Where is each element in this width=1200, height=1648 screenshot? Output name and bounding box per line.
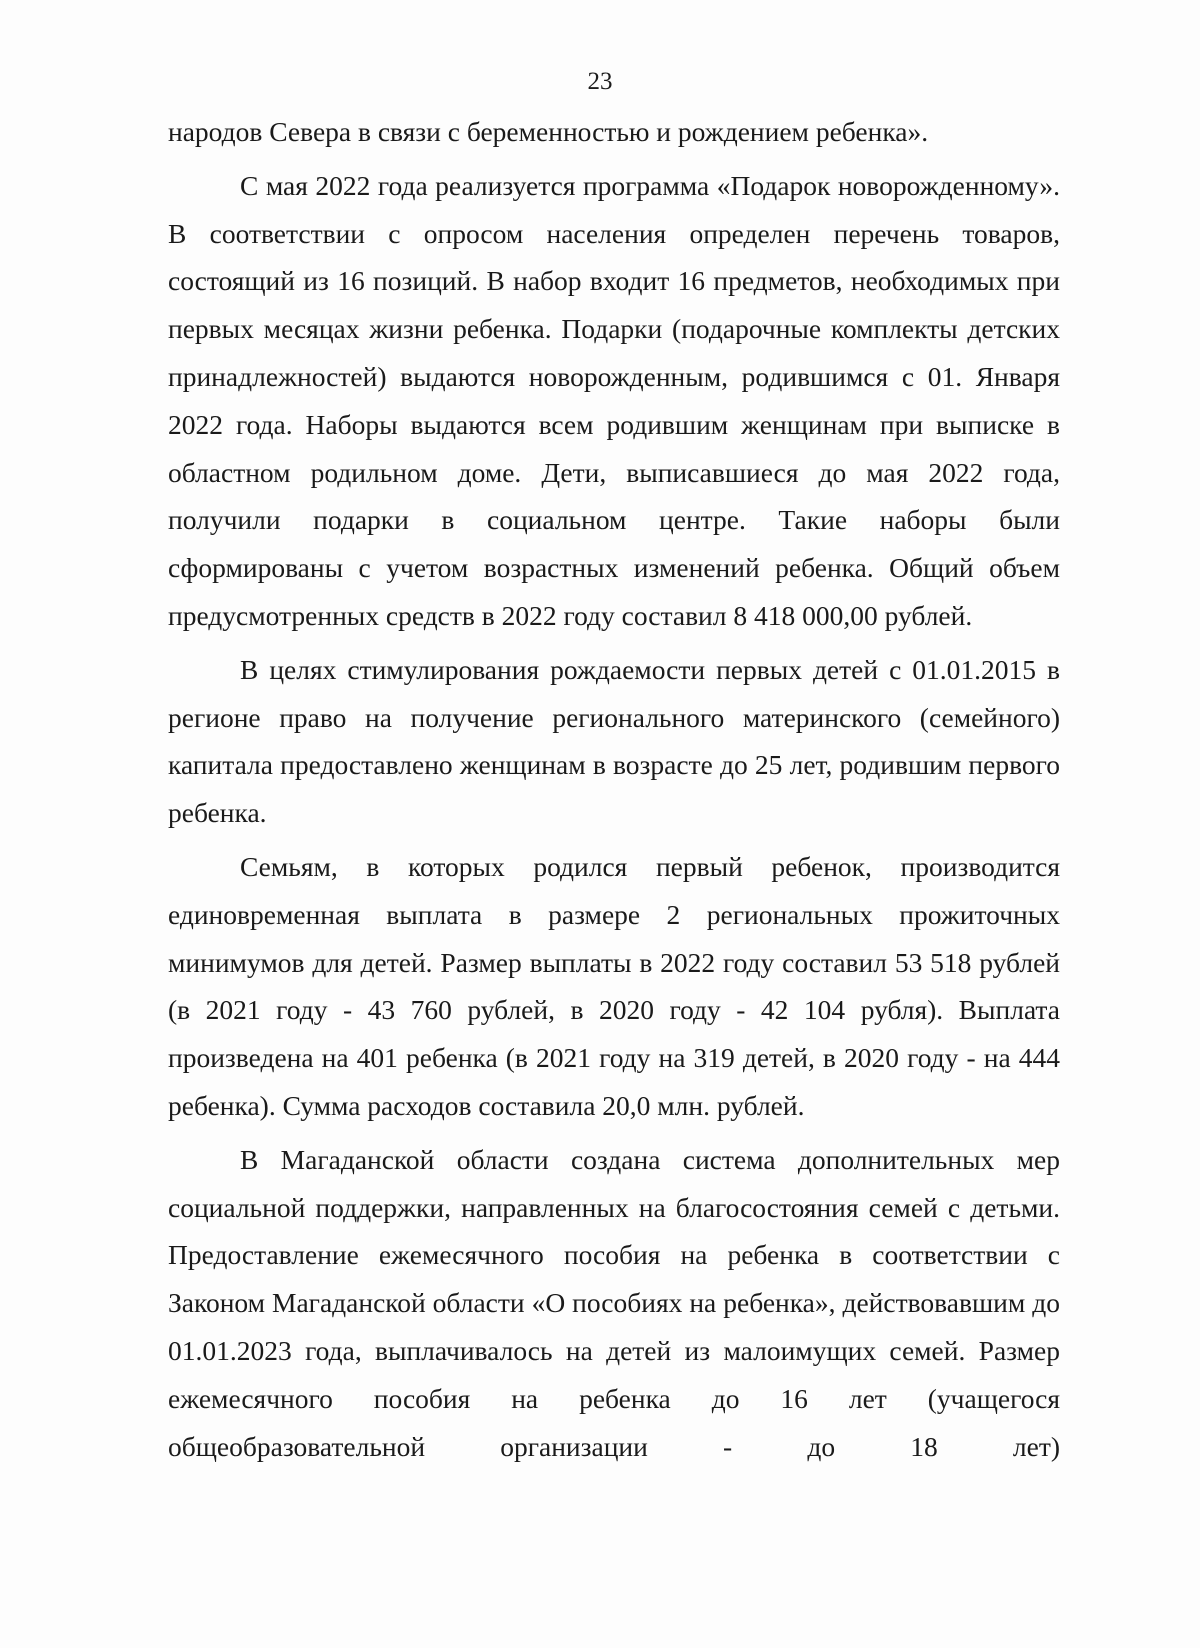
paragraph-social-support: В Магаданской области создана система дополнительных мер социальной поддержки, направленных на благосостояния семей с детьми. Предоставление ежемесячного пособия на ребенка в соответствии с Законом Магаданской области «О пособиях на ребенка», действовавшим до 01.01.2023 года, выплачивалось на детей из малоимущих семей. Размер ежемесячного пособия на ребенка до 16 лет (учащегося общеобразовательной организации - до 18 лет)	[168, 1143, 1060, 1462]
paragraph-continuation: народов Севера в связи с беременностью и рождением ребенка».	[168, 116, 929, 147]
paragraph-one-time-payment: Семьям, в которых родился первый ребенок, производится единовременная выплата в размере 2 региональных прожиточных минимумов для детей. Размер выплаты в 2022 году составил 53 518 рублей (в 2021 году - 43 760 рублей, в 2020 году - 42 104 рубля). Выплата произведена на 401 ребенка (в 2021 году на 319 детей, в 2020 году - на 444 ребенка). Сумма расходов составила 20,0 млн. рублей.	[168, 850, 1060, 1121]
page-number: 23	[587, 68, 613, 95]
document-body	[168, 108, 1060, 1520]
paragraph-gift-program: С мая 2022 года реализуется программа «Подарок новорожденному». В соответствии с опросом населения определен перечень товаров, состоящий из 16 позиций. В набор входит 16 предметов, необходимых при первых месяцах жизни ребенка. Подарки (подарочные комплекты детских принадлежностей) выдаются новорожденным, родившимся с 01. Января 2022 года. Наборы выдаются всем родившим женщинам при выписке в областном родильном доме. Дети, выписавшиеся до мая 2022 года, получили подарки в социальном центре. Такие наборы были сформированы с учетом возрастных изменений ребенка. Общий объем предусмотренных средств в 2022 году составил 8 418 000,00 рублей.	[168, 169, 1060, 631]
paragraph-maternity-capital: В целях стимулирования рождаемости первых детей с 01.01.2015 в регионе право на получение регионального материнского (семейного) капитала предоставлено женщинам в возрасте до 25 лет, родившим первого ребенка.	[168, 653, 1060, 829]
